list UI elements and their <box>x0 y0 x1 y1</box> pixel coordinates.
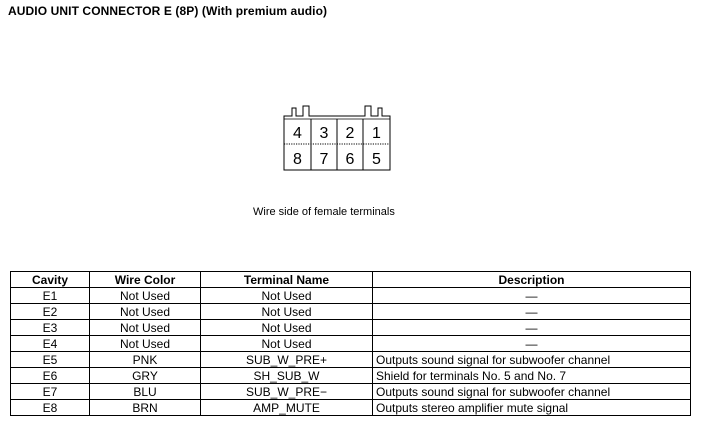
header-terminal-name: Terminal Name <box>201 272 373 288</box>
header-wire-color: Wire Color <box>90 272 201 288</box>
cell-wire-color: Not Used <box>90 320 201 336</box>
cell-cavity: E3 <box>11 320 90 336</box>
table-row <box>11 288 691 304</box>
cell-cavity: E1 <box>11 288 90 304</box>
table-row <box>11 320 691 336</box>
cell-cavity: E4 <box>11 336 90 352</box>
header-description: Description <box>373 272 691 288</box>
cell-wire-color: Not Used <box>90 336 201 352</box>
pin-label: 2 <box>345 125 355 142</box>
connector-diagram <box>281 103 393 173</box>
pin-label: 8 <box>293 151 302 168</box>
cell-terminal-name: Not Used <box>201 320 373 336</box>
connector-caption: Wire side of female terminals <box>253 206 395 218</box>
cell-description: — <box>373 288 691 304</box>
cell-wire-color: PNK <box>90 352 201 368</box>
pin-label: 3 <box>319 125 329 142</box>
cell-cavity: E8 <box>11 400 90 416</box>
cell-wire-color: BLU <box>90 384 201 400</box>
table-row <box>11 368 691 384</box>
cell-terminal-name: Not Used <box>201 304 373 320</box>
cell-description: Shield for terminals No. 5 and No. 7 <box>373 368 691 384</box>
cell-description: Outputs sound signal for subwoofer channel <box>373 384 691 400</box>
terminal-table <box>10 271 691 416</box>
cell-terminal-name: AMP_MUTE <box>201 400 373 416</box>
cell-description: — <box>373 304 691 320</box>
cell-cavity: E2 <box>11 304 90 320</box>
table-row <box>11 384 691 400</box>
cell-wire-color: BRN <box>90 400 201 416</box>
table-row <box>11 304 691 320</box>
table-row <box>11 352 691 368</box>
table-row <box>11 336 691 352</box>
pin-label: 7 <box>319 151 329 168</box>
table-header-row <box>11 272 691 288</box>
page-title: AUDIO UNIT CONNECTOR E (8P) (With premium audio) <box>8 4 328 18</box>
cell-terminal-name: Not Used <box>201 288 373 304</box>
cell-wire-color: Not Used <box>90 304 201 320</box>
pin-label: 1 <box>372 125 381 142</box>
cell-cavity: E6 <box>11 368 90 384</box>
cell-terminal-name: Not Used <box>201 336 373 352</box>
table-row <box>11 400 691 416</box>
header-cavity: Cavity <box>11 272 90 288</box>
cell-description: — <box>373 320 691 336</box>
cell-terminal-name: SH_SUB_W <box>201 368 373 384</box>
cell-cavity: E7 <box>11 384 90 400</box>
cell-description: — <box>373 336 691 352</box>
cell-terminal-name: SUB_W_PRE− <box>201 384 373 400</box>
pin-label: 4 <box>293 125 302 142</box>
cell-wire-color: GRY <box>90 368 201 384</box>
cell-description: Outputs stereo amplifier mute signal <box>373 400 691 416</box>
cell-terminal-name: SUB_W_PRE+ <box>201 352 373 368</box>
cell-wire-color: Not Used <box>90 288 201 304</box>
cell-description: Outputs sound signal for subwoofer channel <box>373 352 691 368</box>
pin-label: 6 <box>345 151 355 168</box>
cell-cavity: E5 <box>11 352 90 368</box>
pin-label: 5 <box>372 151 381 168</box>
